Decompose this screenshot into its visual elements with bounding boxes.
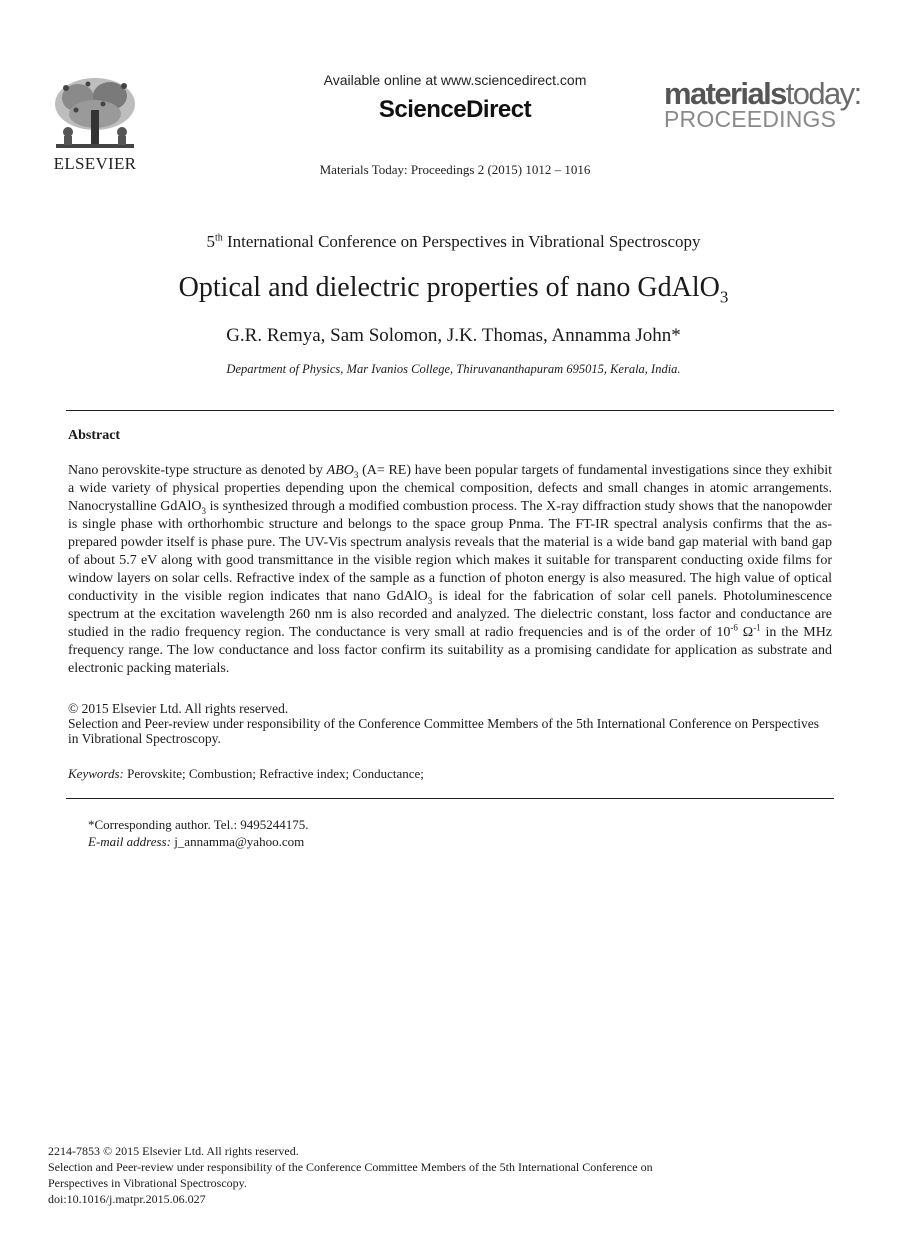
affiliation: Department of Physics, Mar Ivanios College, Thiruvananthapuram 695015, Kerala, India. <box>226 362 681 376</box>
logo-word-proceedings: PROCEEDINGS <box>664 106 837 132</box>
divider-top <box>66 410 834 411</box>
materials-today-wordmark <box>664 76 861 111</box>
email-label: E-mail address: <box>88 834 171 849</box>
abstract-text: Ω <box>737 625 754 640</box>
abstract-text: Nano perovskite-type structure as denoted by <box>68 463 327 478</box>
abstract-superscript: -6 <box>730 622 738 633</box>
keywords-label: Keywords: <box>68 766 124 781</box>
keywords-value: Perovskite; Combustion; Refractive index; Conductance; <box>123 766 424 781</box>
abstract-subscript: 3 <box>427 595 433 606</box>
divider-bottom <box>66 798 834 799</box>
publication-footer <box>48 1143 828 1207</box>
available-online-text: Available online at www.sciencedirect.com <box>323 72 587 88</box>
footer-review-line: Perspectives in Vibrational Spectroscopy. <box>48 1176 247 1190</box>
journal-citation: Materials Today: Proceedings 2 (2015) 1012 – 1016 <box>319 162 591 177</box>
doi-link[interactable]: doi:10.1016/j.matpr.2015.06.027 <box>48 1192 206 1206</box>
materials-today-logo <box>664 76 861 132</box>
issn-copyright: 2214-7853 © 2015 Elsevier Ltd. All rights reserved. <box>48 1144 299 1158</box>
abstract-text: is synthesized through a modified combustion process. The X-ray diffraction study shows that the nanopowder is single phase with orthorhombic structure and belongs to the space group Pnma. The FT-IR spectral analysis confirms that the as-prepared powder itself is phase pure. The UV-Vis spectrum analysis reveals that the material is a wide band gap material with band gap of about 5.7 eV along with good transmittance in the visible region which makes it suitable for transparent conducting oxide films for window layers on solar cells. Refractive index of the sample as a function of photon energy is also measured. The high value of optical conductivity in the visible region indicates that nano GdAlO <box>68 499 832 604</box>
conference-title: International Conference on Perspectives in Vibrational Spectroscopy <box>222 232 701 251</box>
keywords <box>68 766 832 782</box>
email-address: j_annamma@yahoo.com <box>170 834 305 849</box>
abstract-subscript: 3 <box>201 505 206 516</box>
email-line <box>88 833 309 850</box>
logo-word-today: today: <box>785 76 861 111</box>
copyright-notice <box>68 701 832 746</box>
footer-review-line: Selection and Peer-review under responsibility of the Conference Committee Members of the 5th International Conference on <box>48 1160 653 1174</box>
paper-title-text: Optical and dielectric properties of nano GdAlO <box>178 272 720 303</box>
elsevier-logo <box>48 74 144 178</box>
logo-word-materials: materials <box>664 76 786 111</box>
abstract-heading: Abstract <box>68 428 121 443</box>
abstract-body <box>68 462 832 678</box>
conference-ordinal: 5 <box>206 232 215 251</box>
abstract-superscript: -1 <box>753 622 761 633</box>
paper-title <box>0 272 907 308</box>
copyright-line: © 2015 Elsevier Ltd. All rights reserved. <box>68 701 289 716</box>
abstract-text: is ideal for the fabrication of solar cell panels. Photoluminescence spectrum at the excitation wavelength 260 nm is also recorded and analyzed. The dielectric constant, loss factor and conductance are studied in the radio frequency region. The conductance is very small at radio frequencies and is of the order of 10 <box>68 589 832 640</box>
conference-name <box>0 232 907 252</box>
abstract-formula: ABO <box>326 463 354 478</box>
corresponding-author: *Corresponding author. Tel.: 9495244175. <box>88 817 309 832</box>
corresponding-author-footnote <box>88 816 309 850</box>
elsevier-wordmark: ELSEVIER <box>53 154 137 173</box>
abstract-subscript: 3 <box>353 469 359 480</box>
elsevier-tree-icon <box>48 74 142 156</box>
author-list: G.R. Remya, Sam Solomon, J.K. Thomas, Annamma John* <box>226 325 681 346</box>
peer-review-statement: Selection and Peer-review under responsibility of the Conference Committee Members of the 5th International Conference on Perspectives in Vibrational Spectroscopy. <box>68 716 819 746</box>
abstract-text: in the MHz frequency range. The low conductance and loss factor confirm its suitability as a promising candidate for application as substrate and electronic packing materials. <box>68 625 833 676</box>
paper-title-subscript: 3 <box>719 287 729 307</box>
abstract-text: (A= RE) have been popular targets of fundamental investigations since they exhibit a wide variety of physical properties depending upon the chemical composition, defects and small changes in atomic arrangements. Nanocrystalline GdAlO <box>68 463 832 514</box>
conference-ordinal-suffix: th <box>214 232 223 244</box>
sciencedirect-logo: ScienceDirect <box>378 96 532 123</box>
